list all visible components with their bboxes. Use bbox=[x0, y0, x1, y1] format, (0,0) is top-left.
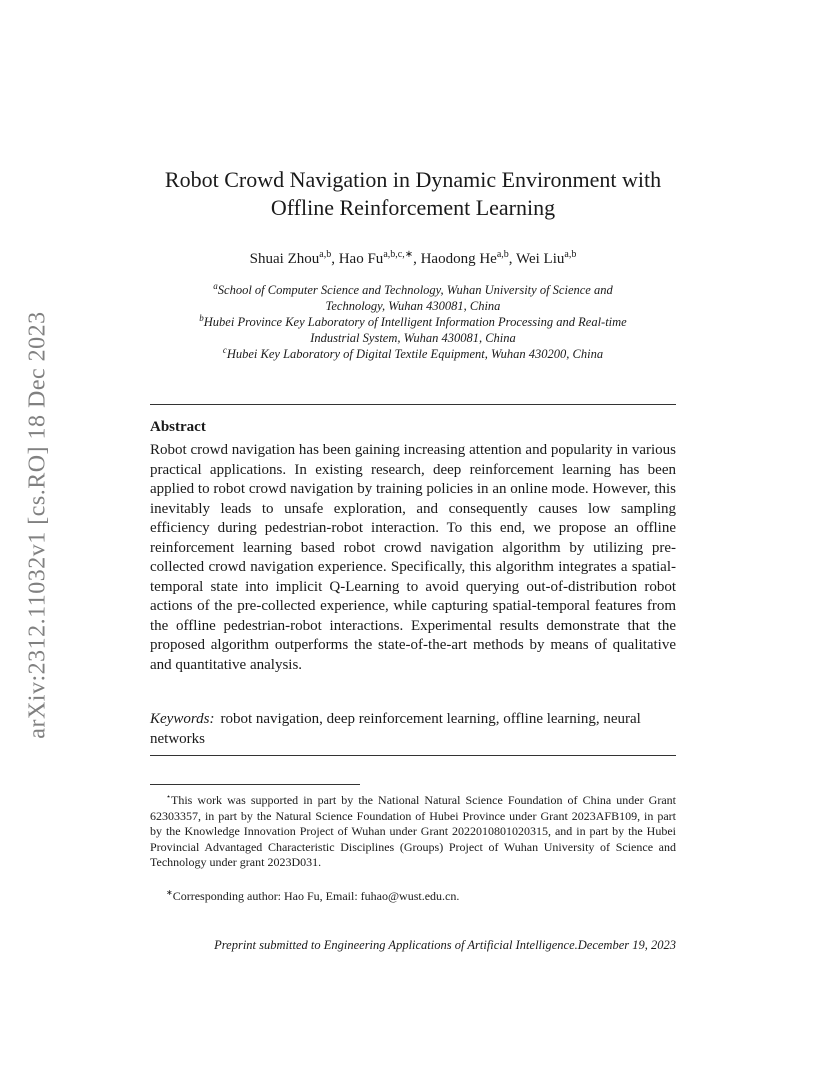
affiliation-mark: c bbox=[222, 345, 227, 355]
affiliation-c bbox=[150, 342, 676, 362]
keywords-label: Keywords: bbox=[150, 711, 215, 727]
footnote-mark: ⋆ bbox=[166, 792, 172, 801]
affiliation-b bbox=[150, 310, 676, 346]
author-affil-mark: a,b bbox=[564, 249, 577, 260]
author-separator: , bbox=[508, 251, 516, 267]
author-separator: , bbox=[413, 251, 421, 267]
footnote-corresponding bbox=[150, 885, 676, 905]
abstract-top-rule bbox=[150, 404, 676, 405]
affiliation-mark: a bbox=[213, 281, 218, 291]
affiliation-text: School of Computer Science and Technology, Wuhan University of Science and bbox=[217, 283, 613, 298]
title-line-2: Offline Reinforcement Learning bbox=[270, 195, 556, 220]
footnote-mark: ∗ bbox=[166, 888, 173, 897]
title-line-1: Robot Crowd Navigation in Dynamic Environment with bbox=[164, 167, 662, 192]
footnote-text: This work was supported in part by the National Natural Science Foundation of China under Grant 62303357, in part by the Natural Science Foundation of Hubei Province under Grant 2023AFB109, in part by the Knowledge Innovation Project of Wuhan under Grant 2022010801020315, and in part by the Hubei Provincial Advantaged Characteristic Disciplines (Groups) Project of Wuhan University of Science and Technology under grant 2023D031. bbox=[150, 793, 676, 870]
footnote-text: Corresponding author: Hao Fu, Email: fuhao@wust.edu.cn. bbox=[172, 889, 460, 903]
abstract-text: Robot crowd navigation has been gaining increasing attention and popularity in various practical applications. In existing research, deep reinforcement learning has been applied to robot crowd navigation by training policies in an online mode. However, this inevitably leads to unsafe exploration, and consequently causes low sampling efficiency during pedestrian-robot interaction. To this end, we propose an offline reinforcement learning based robot crowd navigation algorithm by utilizing pre-collected crowd navigation experience. Specifically, this algorithm integrates a spatial-temporal state into implicit Q-Learning to avoid querying out-of-distribution robot actions of the pre-collected experience, while capturing spatial-temporal features from the offline pedestrian-robot interactions. Experimental results demonstrate that the proposed algorithm outperforms the state-of-the-art methods by means of qualitative and quantitative analysis. bbox=[150, 442, 676, 674]
author-affil-mark: a,b,c,∗ bbox=[383, 249, 414, 260]
keywords-text: robot navigation, deep reinforcement learning, offline learning, neural networks bbox=[150, 711, 641, 747]
affiliation-a bbox=[150, 278, 676, 314]
affiliation-text: Technology, Wuhan 430081, China bbox=[325, 299, 501, 314]
affiliation-mark: b bbox=[199, 313, 204, 323]
arxiv-id-text: arXiv:2312.11032v1 [cs.RO] 18 Dec 2023 bbox=[24, 311, 51, 739]
affiliation-text: Hubei Province Key Laboratory of Intelligent Information Processing and Real-time bbox=[203, 315, 627, 330]
author-name: Shuai Zhou bbox=[249, 251, 320, 267]
author-name: Haodong He bbox=[420, 251, 497, 267]
preprint-notice: Preprint submitted to Engineering Applications of Artificial Intelligence.December 19, 2023 bbox=[214, 938, 676, 952]
author-list bbox=[150, 245, 676, 269]
arxiv-sidebar-stamp bbox=[8, 290, 68, 760]
abstract-heading: Abstract bbox=[150, 419, 206, 435]
paper-title bbox=[150, 166, 676, 222]
author-affil-mark: a,b bbox=[496, 249, 509, 260]
author-affil-mark: a,b bbox=[319, 249, 332, 260]
affiliation-text: Hubei Key Laboratory of Digital Textile Equipment, Wuhan 430200, China bbox=[226, 347, 604, 362]
footnote-rule bbox=[150, 784, 360, 785]
footnote-funding bbox=[150, 789, 676, 871]
author-separator: , bbox=[331, 251, 339, 267]
affiliation-text: Industrial System, Wuhan 430081, China bbox=[310, 331, 516, 346]
abstract-bottom-rule bbox=[150, 755, 676, 756]
keywords bbox=[150, 710, 676, 749]
author-name: Hao Fu bbox=[338, 251, 384, 267]
author-name: Wei Liu bbox=[516, 251, 565, 267]
